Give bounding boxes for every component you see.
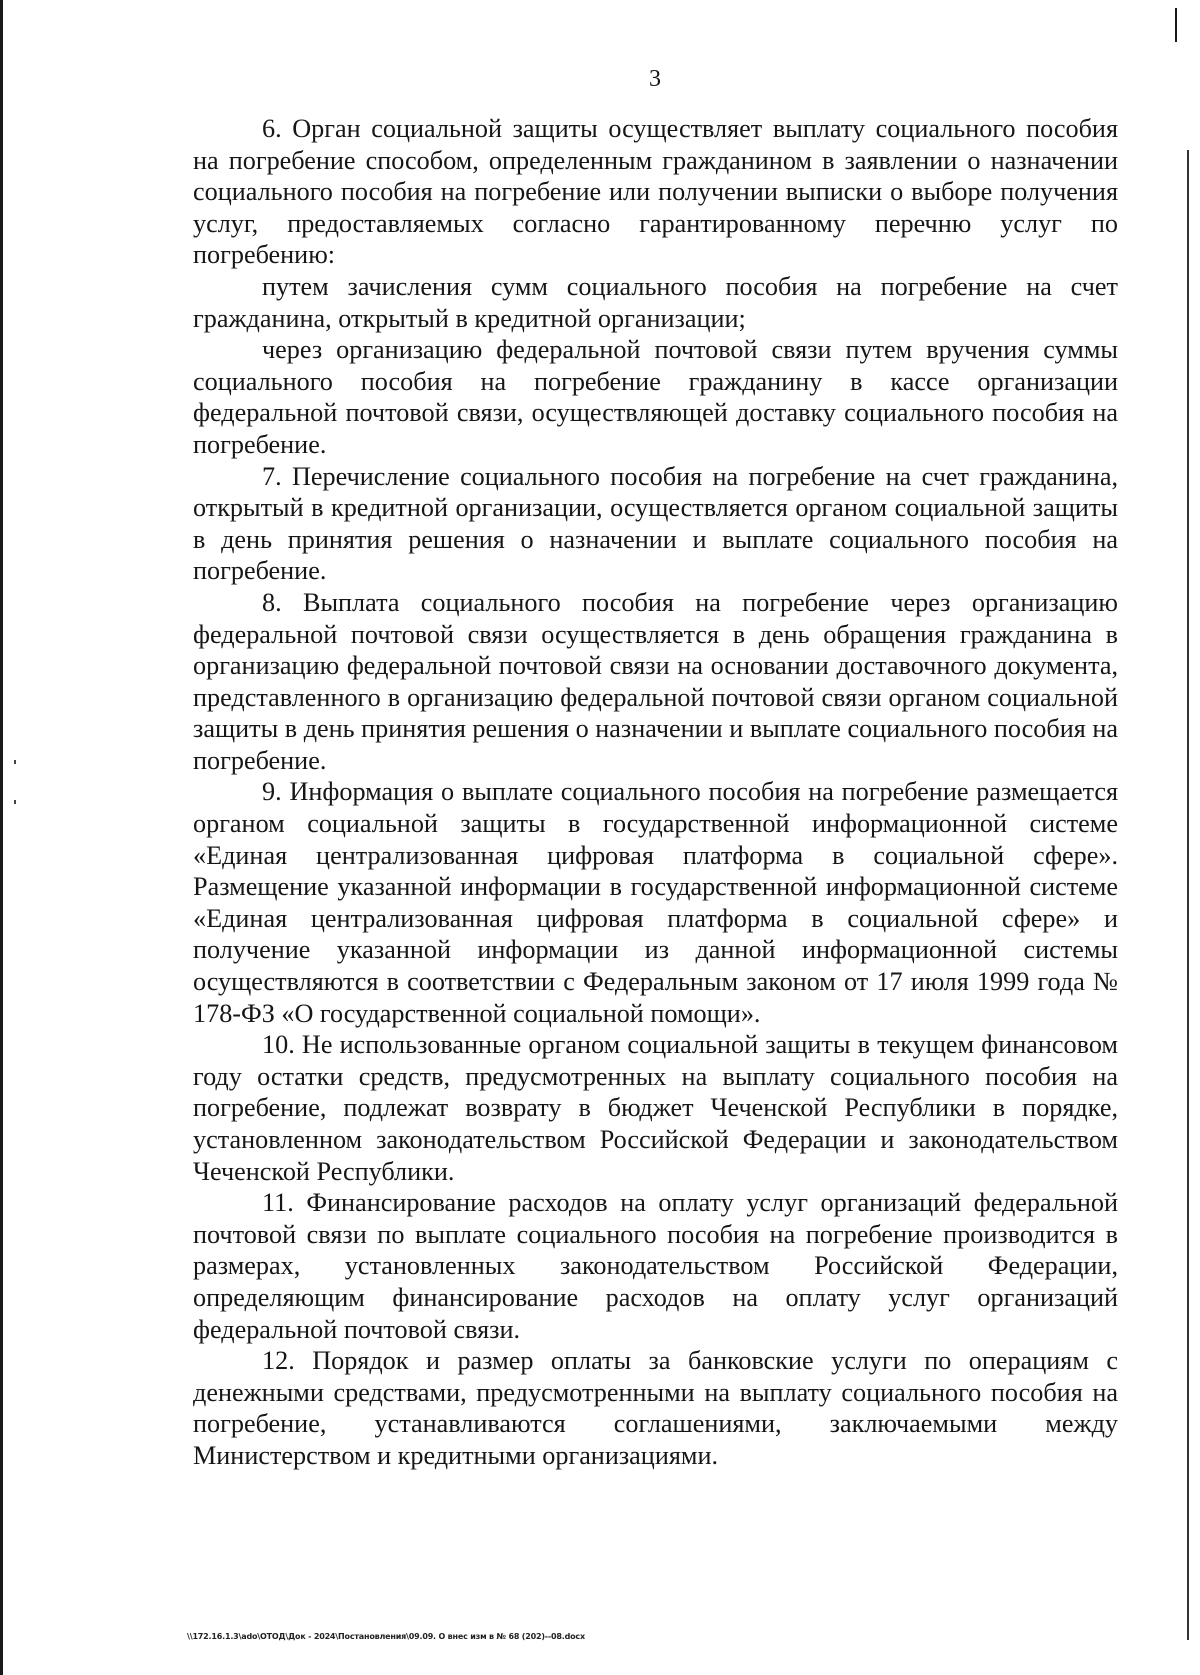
paragraph-7: 7. Перечисление социального пособия на погребение на счет гражданина, открытый в кредитной организации, осуществляется органом социальной защиты в день принятия решения о назначении и выплате социального пособия на погребение.	[193, 461, 1118, 586]
scan-border-left	[0, 0, 3, 1675]
footer-file-path: \\172.16.1.3\ado\ОТОД\Док - 2024\Постановления\09.09. О внес изм в № 68 (202)--08.docx	[187, 1632, 585, 1641]
scan-speck	[14, 800, 16, 804]
paragraph-10: 10. Не использованные органом социальной защиты в текущем финансовом году остатки средств, предусмотренных на выплату социального пособия на погребение, подлежат возврату в бюджет Чеченской Республики в порядке, установленном законодательством Российской Федерации и законодательством Чеченской Республики.	[193, 1030, 1118, 1186]
scan-mark-top-right	[1175, 8, 1177, 42]
document-body	[193, 113, 1118, 1472]
paragraph-6: 6. Орган социальной защиты осуществляет выплату социального пособия на погребение способом, определенным гражданином в заявлении о назначении социального пособия на погребение или получении выписки о выборе получения услуг, предоставляемых согласно гарантированному перечню услуг по погребению:	[193, 114, 1118, 270]
paragraph-6-item-account: путем зачисления сумм социального пособия на погребение на счет гражданина, открытый в кредитной организации;	[193, 271, 1118, 333]
page-number: 3	[649, 66, 661, 92]
paragraph-8: 8. Выплата социального пособия на погребение через организацию федеральной почтовой связи осуществляется в день обращения гражданина в организацию федеральной почтовой связи на основании доставочного документа, представленного в организацию федеральной почтовой связи органом социальной защиты в день принятия решения о назначении и выплате социального пособия на погребение.	[193, 587, 1118, 775]
paragraph-12: 12. Порядок и размер оплаты за банковские услуги по операциям с денежными средствами, предусмотренными на выплату социального пособия на погребение, устанавливаются соглашениями, заключаемыми между Министерством и кредитными организациями.	[193, 1346, 1118, 1470]
paragraph-6-item-post: через организацию федеральной почтовой связи путем вручения суммы социального пособия на погребение гражданину в кассе организации федеральной почтовой связи, осуществляющей доставку социального пособия на погребение.	[193, 335, 1118, 459]
paragraph-11: 11. Финансирование расходов на оплату услуг организаций федеральной почтовой связи по выплате социального пособия на погребение производится в размерах, установленных законодательством Российской Федерации, определяющим финансирование расходов на оплату услуг организаций федеральной почтовой связи.	[193, 1188, 1118, 1344]
paragraph-9: 9. Информация о выплате социального пособия на погребение размещается органом социальной защиты в государственной информационной системе «Единая централизованная цифровая платформа в социальной сфере». Размещение указанной информации в государственной информационной системе «Единая централизованная цифровая платформа в социальной сфере» и получение указанной информации из данной информационной системы осуществляются в соответствии с Федеральным законом от 17 июля 1999 года № 178-ФЗ «О государственной социальной помощи».	[193, 777, 1118, 1028]
scan-border-right	[1187, 150, 1189, 1640]
scan-speck	[14, 760, 16, 764]
